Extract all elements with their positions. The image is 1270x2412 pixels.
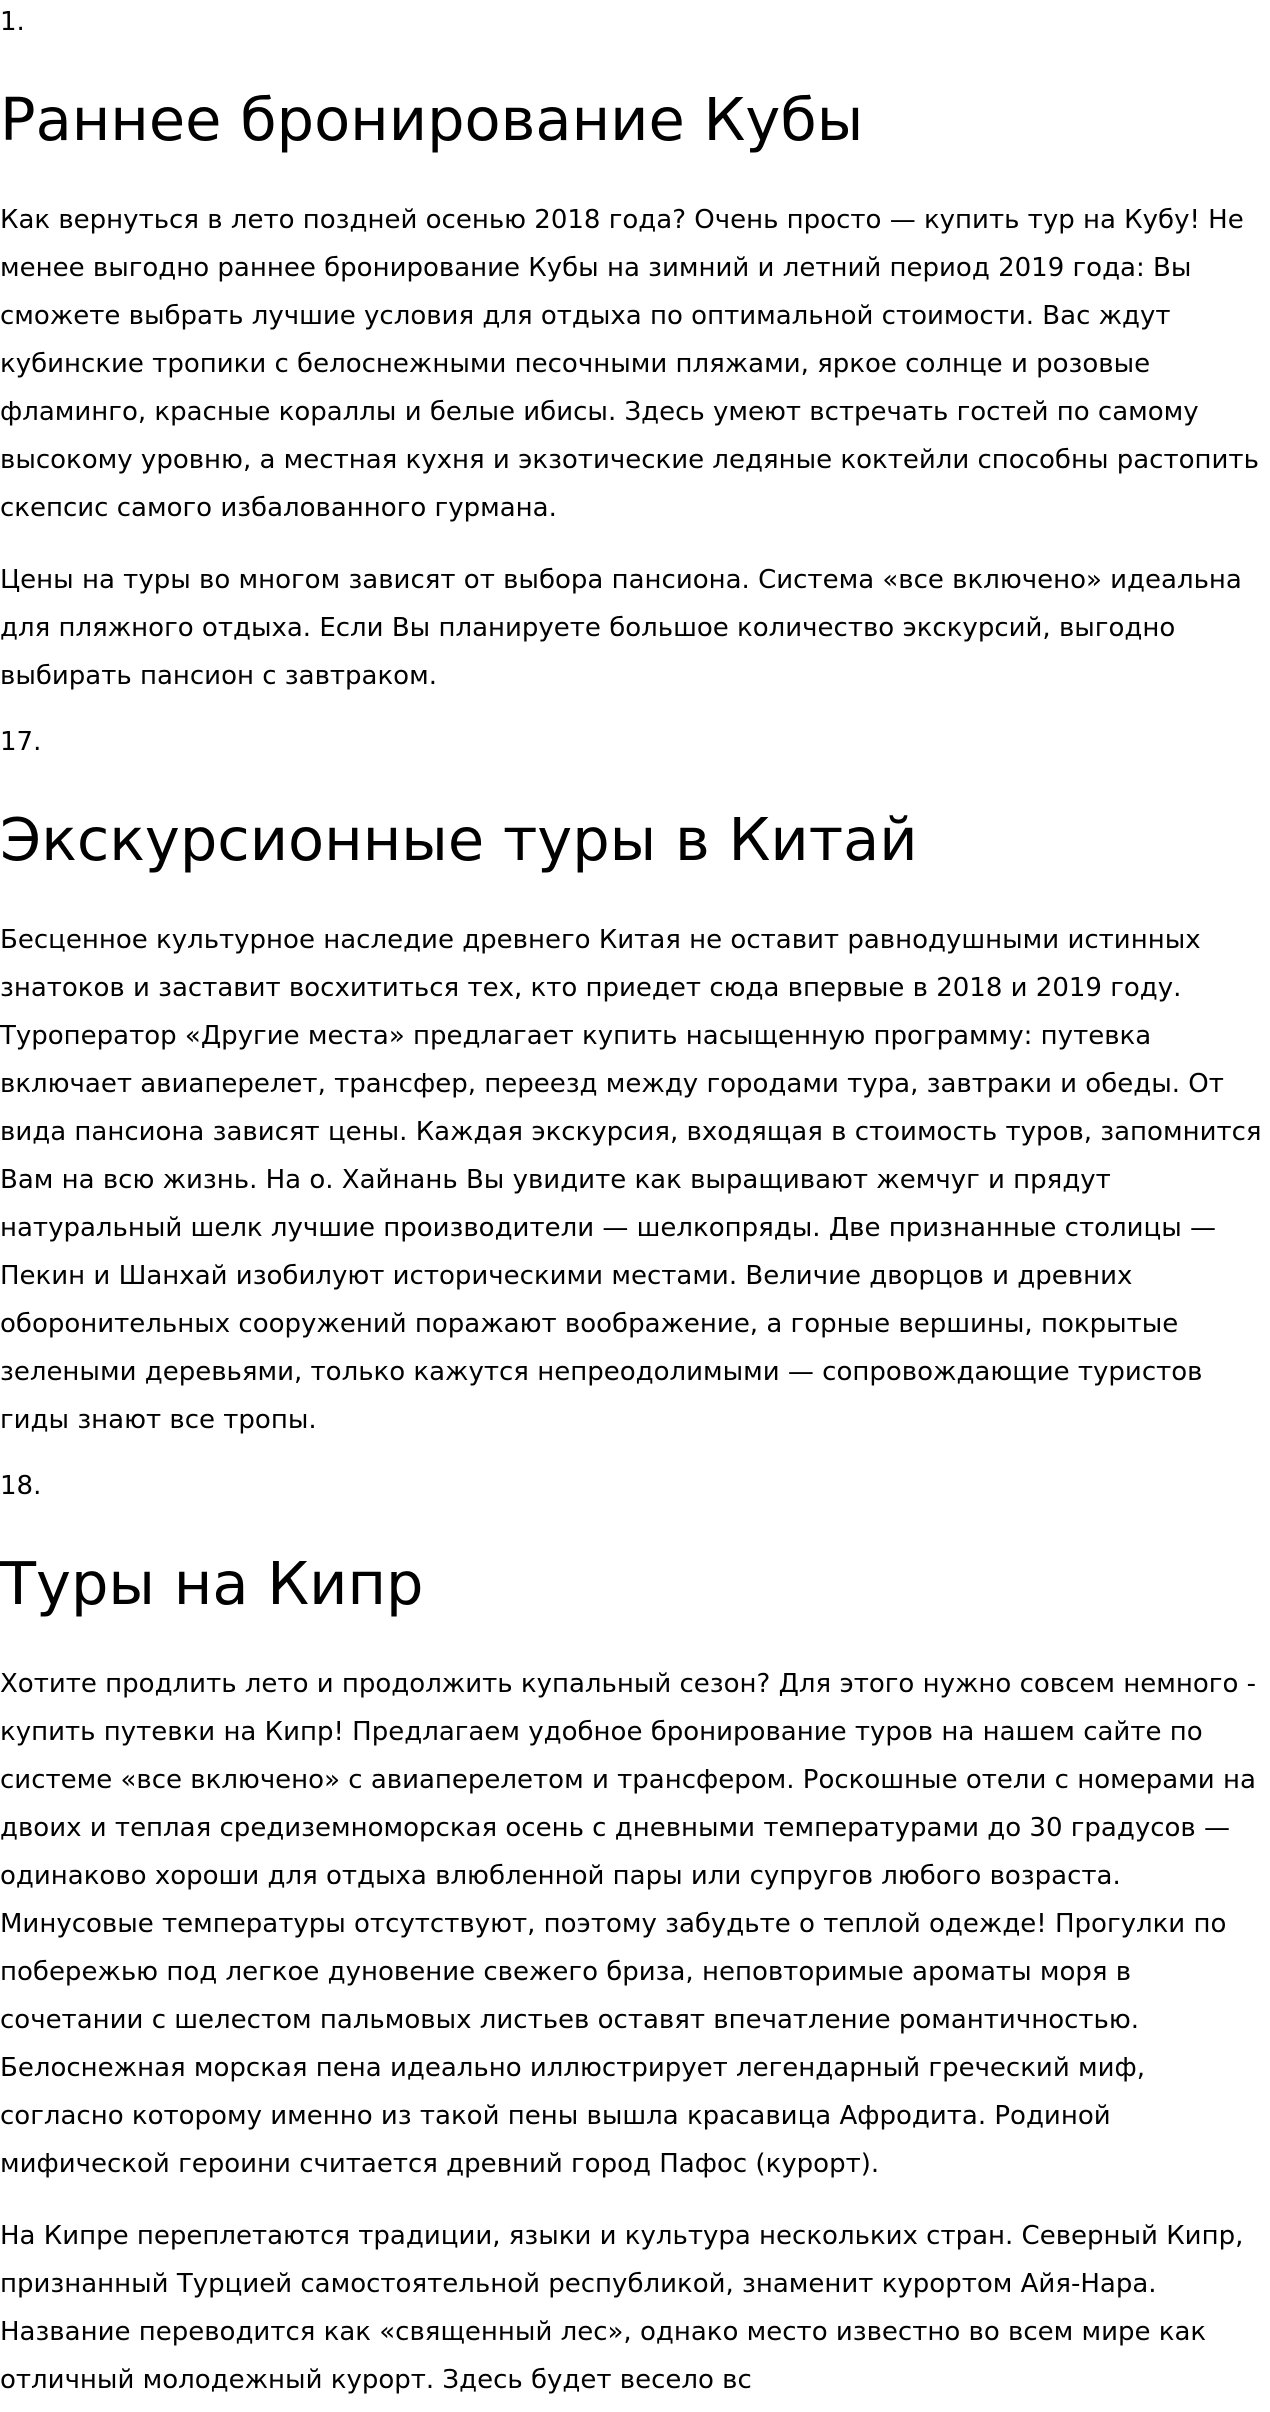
document-page — [0, 4, 1270, 2404]
section-paragraph: Бесценное культурное наследие древнего Китая не оставит равнодушными истинных знатоков и заставит восхититься тех, кто приедет сюда впервые в 2018 и 2019 году. Туроператор «Другие места» предлагает купить насыщенную программу: путевка включает авиаперелет, трансфер, переезд между городами тура, завтраки и обеды. От вида пансиона зависят цены. Каждая экскурсия, входящая в стоимость туров, запомнится Вам на всю жизнь. На о. Хайнань Вы увидите как выращивают жемчуг и прядут натуральный шелк лучшие производители — шелкопряды. Две признанные столицы — Пекин и Шанхай изобилуют историческими местами. Величие дворцов и древних оборонительных сооружений поражают воображение, а горные вершины, покрытые зелеными деревьями, только кажутся непреодолимыми — сопровождающие туристов гиды знают все тропы. — [0, 925, 1262, 1435]
section-cuba — [0, 4, 1270, 700]
section-paragraph: Как вернуться в лето поздней осенью 2018 года? Очень просто — купить тур на Кубу! Не менее выгодно раннее бронирование Кубы на зимний и летний период 2019 года: Вы сможете выбрать лучшие условия для отдыха по оптимальной стоимости. Вас ждут кубинские тропики с белоснежными песочными пляжами, яркое солнце и розовые фламинго, красные кораллы и белые ибисы. Здесь умеют встречать гостей по самому высокому уровню, а местная кухня и экзотические ледяные коктейли способны растопить скепсис самого избалованного гурмана. — [0, 205, 1259, 523]
section-paragraph: Цены на туры во многом зависят от выбора пансиона. Система «все включено» идеальна для пляжного отдыха. Если Вы планируете большое количество экскурсий, выгодно выбирать пансион с завтраком. — [0, 565, 1242, 691]
section-china — [0, 724, 1270, 1444]
section-cyprus — [0, 1468, 1270, 2404]
section-title: Экскурсионные туры в Китай — [0, 805, 918, 874]
section-number: 18. — [0, 1471, 42, 1501]
section-paragraph: Хотите продлить лето и продолжить купальный сезон? Для этого нужно совсем немного - купить путевки на Кипр! Предлагаем удобное бронирование туров на нашем сайте по системе «все включено» с авиаперелетом и трансфером. Роскошные отели с номерами на двоих и теплая средиземноморская осень с дневными температурами до 30 градусов — одинаково хороши для отдыха влюбленной пары или супругов любого возраста. Минусовые температуры отсутствуют, поэтому забудьте о теплой одежде! Прогулки по побережью под легкое дуновение свежего бриза, неповторимые ароматы моря в сочетании с шелестом пальмовых листьев оставят впечатление романтичностью. Белоснежная морская пена идеально иллюстрирует легендарный греческий миф, согласно которому именно из такой пены вышла красавица Афродита. Родиной мифической героини считается древний город Пафос (курорт). — [0, 1669, 1256, 2179]
section-number: 1. — [0, 7, 25, 37]
section-paragraph: На Кипре переплетаются традиции, языки и культура нескольких стран. Северный Кипр, признанный Турцией самостоятельной республикой, знаменит курортом Айя-Нара. Название переводится как «священный лес», однако место известно во всем мире как отличный молодежный курорт. Здесь будет весело вс — [0, 2221, 1244, 2395]
section-title: Туры на Кипр — [0, 1549, 424, 1618]
section-number: 17. — [0, 727, 42, 757]
section-title: Раннее бронирование Кубы — [0, 85, 864, 154]
